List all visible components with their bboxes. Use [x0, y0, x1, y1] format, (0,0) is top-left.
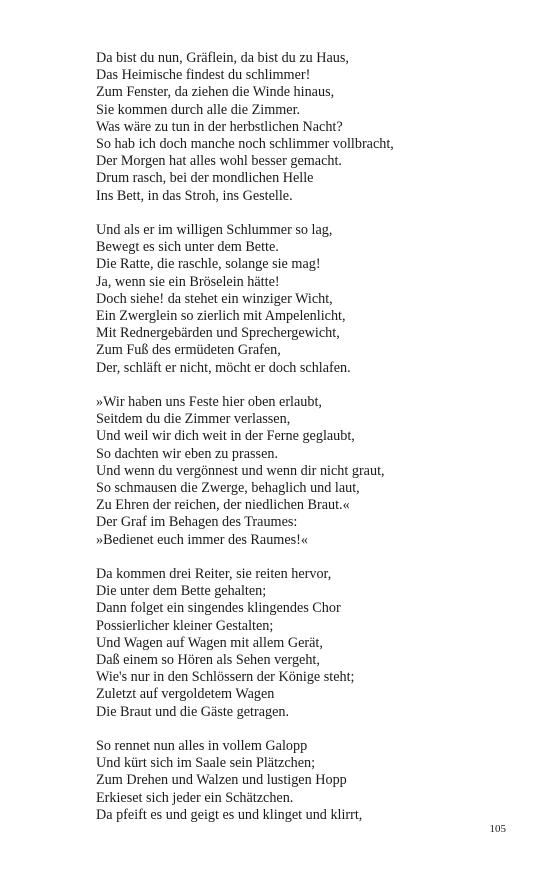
poem-line: Was wäre zu tun in der herbstlichen Nacht?	[96, 118, 343, 135]
page-number: 105	[489, 823, 506, 835]
poem-line: Zu Ehren der reichen, der niedlichen Braut.«	[96, 497, 350, 514]
stanza-1	[96, 50, 516, 205]
poem-line: Possierlicher kleiner Gestalten;	[96, 617, 274, 634]
poem-line: Bewegt es sich unter dem Bette.	[96, 239, 279, 256]
poem-line: Drum rasch, bei der mondlichen Helle	[96, 170, 314, 187]
poem-line: Doch siehe! da stehet ein winziger Wicht,	[96, 290, 333, 307]
poem-line: Zum Fuß des ermüdeten Grafen,	[96, 342, 281, 359]
poem-line: Seitdem du die Zimmer verlassen,	[96, 411, 291, 428]
poem-line: Ein Zwerglein so zierlich mit Ampelenlicht,	[96, 308, 346, 325]
poem-line: Die unter dem Bette gehalten;	[96, 583, 267, 600]
poem-line: Das Heimische findest du schlimmer!	[96, 67, 311, 84]
poem-line: Und wenn du vergönnest und wenn dir nicht graut,	[96, 462, 385, 479]
stanza-3	[96, 394, 516, 549]
stanza-4	[96, 566, 516, 721]
poem-line: Zum Fenster, da ziehen die Winde hinaus,	[96, 84, 335, 101]
poem-line: So dachten wir eben zu prassen.	[96, 445, 279, 462]
poem-line: Erkieset sich jeder ein Schätzchen.	[96, 789, 294, 806]
poem-line: So hab ich doch manche noch schlimmer vollbracht,	[96, 136, 394, 153]
poem-line: Zum Drehen und Walzen und lustigen Hopp	[96, 772, 347, 789]
poem-line: Sie kommen durch alle die Zimmer.	[96, 101, 301, 118]
poem-line: Und kürt sich im Saale sein Plätzchen;	[96, 755, 316, 772]
poem-line: Die Ratte, die raschle, solange sie mag!	[96, 256, 321, 273]
stanza-5	[96, 738, 516, 824]
stanza-2	[96, 222, 516, 377]
poem-line: Dann folget ein singendes klingendes Chor	[96, 600, 341, 617]
poem-line: Der, schläft er nicht, möcht er doch schlafen.	[96, 359, 351, 376]
poem-line: »Bedienet euch immer des Raumes!«	[96, 531, 308, 548]
poem-line: Der Graf im Behagen des Traumes:	[96, 514, 298, 531]
poem-line: So rennet nun alles in vollem Galopp	[96, 738, 308, 755]
poem-line: Da kommen drei Reiter, sie reiten hervor,	[96, 566, 332, 583]
poem-line: Und weil wir dich weit in der Ferne geglaubt,	[96, 428, 355, 445]
poem-line: Ins Bett, in das Stroh, ins Gestelle.	[96, 187, 293, 204]
poem-line: Ja, wenn sie ein Bröselein hätte!	[96, 273, 280, 290]
poem-line: »Wir haben uns Feste hier oben erlaubt,	[96, 394, 322, 411]
poem-line: Da pfeift es und geigt es und klinget und klirrt,	[96, 806, 363, 823]
poem-line: So schmausen die Zwerge, behaglich und laut,	[96, 480, 360, 497]
poem-line: Daß einem so Hören als Sehen vergeht,	[96, 652, 320, 669]
poem-line: Zuletzt auf vergoldetem Wagen	[96, 686, 275, 703]
poem-text	[96, 50, 516, 841]
poem-line: Und Wagen auf Wagen mit allem Gerät,	[96, 634, 323, 651]
poem-line: Mit Rednergebärden und Sprechergewicht,	[96, 325, 340, 342]
poem-line: Die Braut und die Gäste getragen.	[96, 703, 290, 720]
poem-line: Und als er im willigen Schlummer so lag,	[96, 222, 333, 239]
poem-line: Wie's nur in den Schlössern der Könige steht;	[96, 669, 355, 686]
poem-line: Da bist du nun, Gräflein, da bist du zu Haus,	[96, 50, 349, 66]
poem-line: Der Morgen hat alles wohl besser gemacht.	[96, 153, 342, 170]
